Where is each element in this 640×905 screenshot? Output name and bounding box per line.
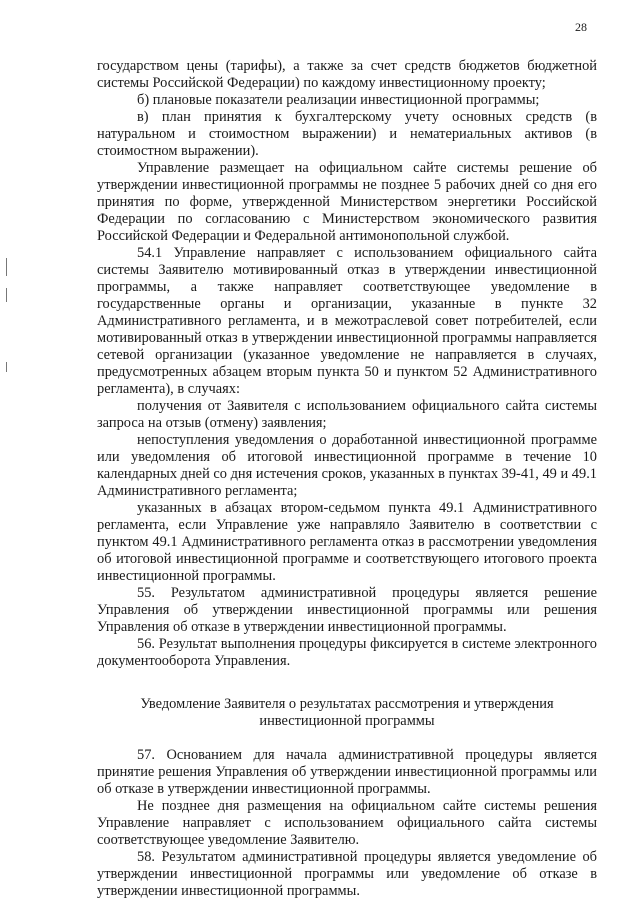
margin-mark	[6, 288, 7, 302]
paragraph: в) план принятия к бухгалтерскому учету основных средств (в натуральном и стоимостном выражении) и нематериальных активов (в стоимостном выражении).	[97, 109, 597, 159]
paragraph: 54.1 Управление направляет с использованием официального сайта системы Заявителю мотивированный отказ в утверждении инвестиционной программы, а также направляет соответствующее уведомление в государственные органы и организации, указанные в пункте 32 Административного регламента, и в межотраслевой совет потребителей, если мотивированный отказ в утверждении инвестиционной программы направляется сетевой организации (указанное уведомление не направляется в случаях, предусмотренных абзацем вторым пункта 50 и пунктом 52 Административного регламента), в случаях:	[97, 245, 597, 397]
paragraph: Управление размещает на официальном сайте системы решение об утверждении инвестиционной программы не позднее 5 рабочих дней со дня его принятия по форме, утвержденной Министерством энергетики Российской Федерации по согласованию с Министерством экономического развития Российской Федерации и Федеральной антимонопольной службой.	[97, 160, 597, 244]
page-number: 28	[575, 20, 587, 34]
paragraph: непоступления уведомления о доработанной инвестиционной программе или уведомления об итоговой инвестиционной программе в течение 10 календарных дней со дня истечения сроков, указанных в пунктах 39-41, 49 и 49.1 Административного регламента;	[97, 432, 597, 499]
paragraph: 58. Результатом административной процедуры является уведомление об утверждении инвестиционной программы или уведомление об отказе в утверждении инвестиционной программы.	[97, 849, 597, 899]
margin-mark	[6, 362, 7, 372]
paragraph: 55. Результатом административной процедуры является решение Управления об утверждении инвестиционной программы или решения Управления об отказе в утверждении инвестиционной программы.	[97, 585, 597, 635]
paragraph: 56. Результат выполнения процедуры фиксируется в системе электронного документооборота Управления.	[97, 636, 597, 669]
spacer	[97, 670, 597, 682]
document-body	[97, 58, 597, 900]
margin-mark	[6, 258, 7, 276]
paragraph: государством цены (тарифы), а также за счет средств бюджетов бюджетной системы Российской Федерации) по каждому инвестиционному проекту;	[97, 58, 597, 91]
paragraph: получения от Заявителя с использованием официального сайта системы запроса на отзыв (отмену) заявления;	[97, 398, 597, 431]
paragraph: 57. Основанием для начала административной процедуры является принятие решения Управления об утверждении инвестиционной программы или об отказе в утверждении инвестиционной программы.	[97, 747, 597, 797]
paragraph: б) плановые показатели реализации инвестиционной программы;	[137, 92, 540, 108]
paragraph: Не позднее дня размещения на официальном сайте системы решения Управление направляет с использованием официального сайта системы соответствующее уведомление Заявителю.	[97, 798, 597, 848]
section-heading: Уведомление Заявителя о результатах рассмотрения и утверждения инвестиционной программы	[140, 696, 554, 729]
paragraph: указанных в абзацах втором-седьмом пункта 49.1 Административного регламента, если Управление уже направляло Заявителю в соответствии с пунктом 49.1 Административного регламента отказ в рассмотрении уведомления об итоговой инвестиционной программе и соответствующего итогового проекта инвестиционной программы.	[97, 500, 597, 584]
